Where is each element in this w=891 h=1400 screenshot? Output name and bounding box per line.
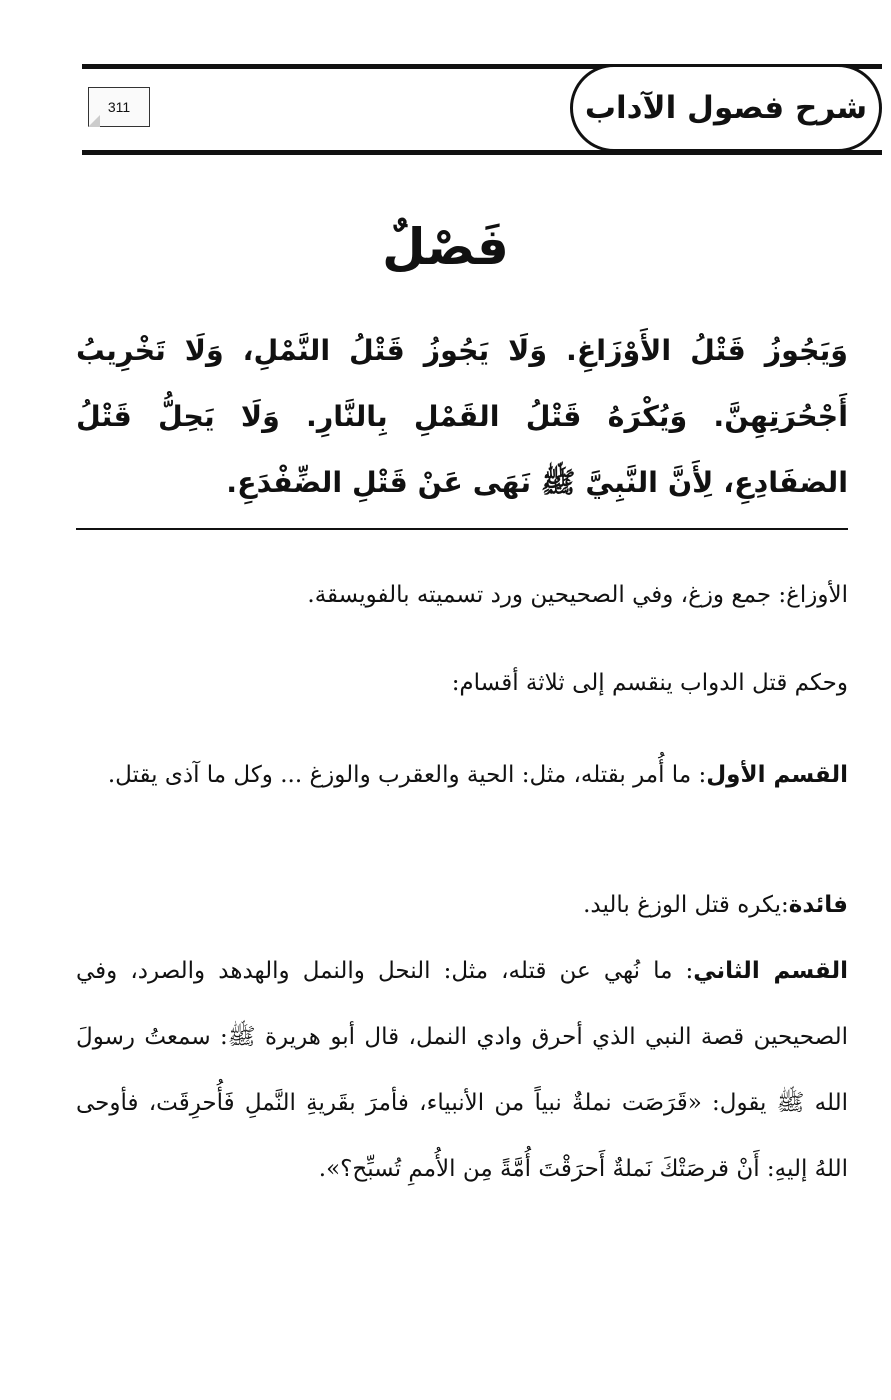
commentary-paragraph — [76, 938, 848, 1202]
book-title: شرح فصول الآداب — [584, 90, 868, 126]
page-corner-fold — [88, 115, 100, 127]
paragraph-text: الأوزاغ: جمع وزغ، وفي الصحيحين ورد تسميته بالفويسقة. — [307, 582, 848, 608]
header-title-frame — [570, 64, 882, 152]
matn-text: وَيَجُوزُ قَتْلُ الأَوْزَاغِ. وَلَا يَجُوزُ قَتْلُ النَّمْلِ، وَلَا تَخْرِيبُ أَجْحُرَتِهِنَّ. وَيُكْرَهُ قَتْلُ القَمْلِ بِالنَّارِ. وَلَا يَحِلُّ قَتْلُ الضفَادِعِ، لِأَنَّ النَّبِيَّ ﷺ نَهَى عَنْ قَتْلِ الضِّفْدَعِ. — [76, 334, 848, 499]
commentary-paragraph — [76, 872, 848, 938]
section-title: فَصْلٌ — [382, 218, 509, 276]
paragraph-lead: فائدة — [788, 892, 848, 918]
paragraph-text: : ما نُهي عن قتله، مثل: النحل والنمل والهدهد والصرد، وفي الصحيحين قصة النبي الذي أحرق وادي النمل، قال أبو هريرة ﷺ: سمعتُ رسولَ الله ﷺ يقول: «قَرَصَت نملةٌ نبياً من الأنبياء، فأمرَ بقَريةِ النَّملِ فَأُحرِقَت، فأوحى اللهُ إليهِ: أَنْ قرصَتْكَ نَملةٌ أَحرَقْتَ أُمَّةً مِن الأُممِ تُسبِّح؟». — [76, 958, 848, 1182]
commentary-paragraph — [76, 650, 848, 716]
paragraph-text: وحكم قتل الدواب ينقسم إلى ثلاثة أقسام: — [451, 670, 848, 696]
commentary-paragraph — [76, 742, 848, 808]
paragraph-lead: القسم الثاني — [693, 958, 848, 984]
commentary-paragraph — [76, 562, 848, 628]
page-number: 311 — [88, 87, 150, 127]
matn-divider — [76, 528, 848, 530]
paragraph-text: : ما أُمر بقتله، مثل: الحية والعقرب والوزغ ... وكل ما آذى يقتل. — [107, 762, 707, 788]
paragraph-lead: القسم الأول — [706, 762, 848, 788]
paragraph-text: :يكره قتل الوزغ باليد. — [583, 892, 789, 918]
